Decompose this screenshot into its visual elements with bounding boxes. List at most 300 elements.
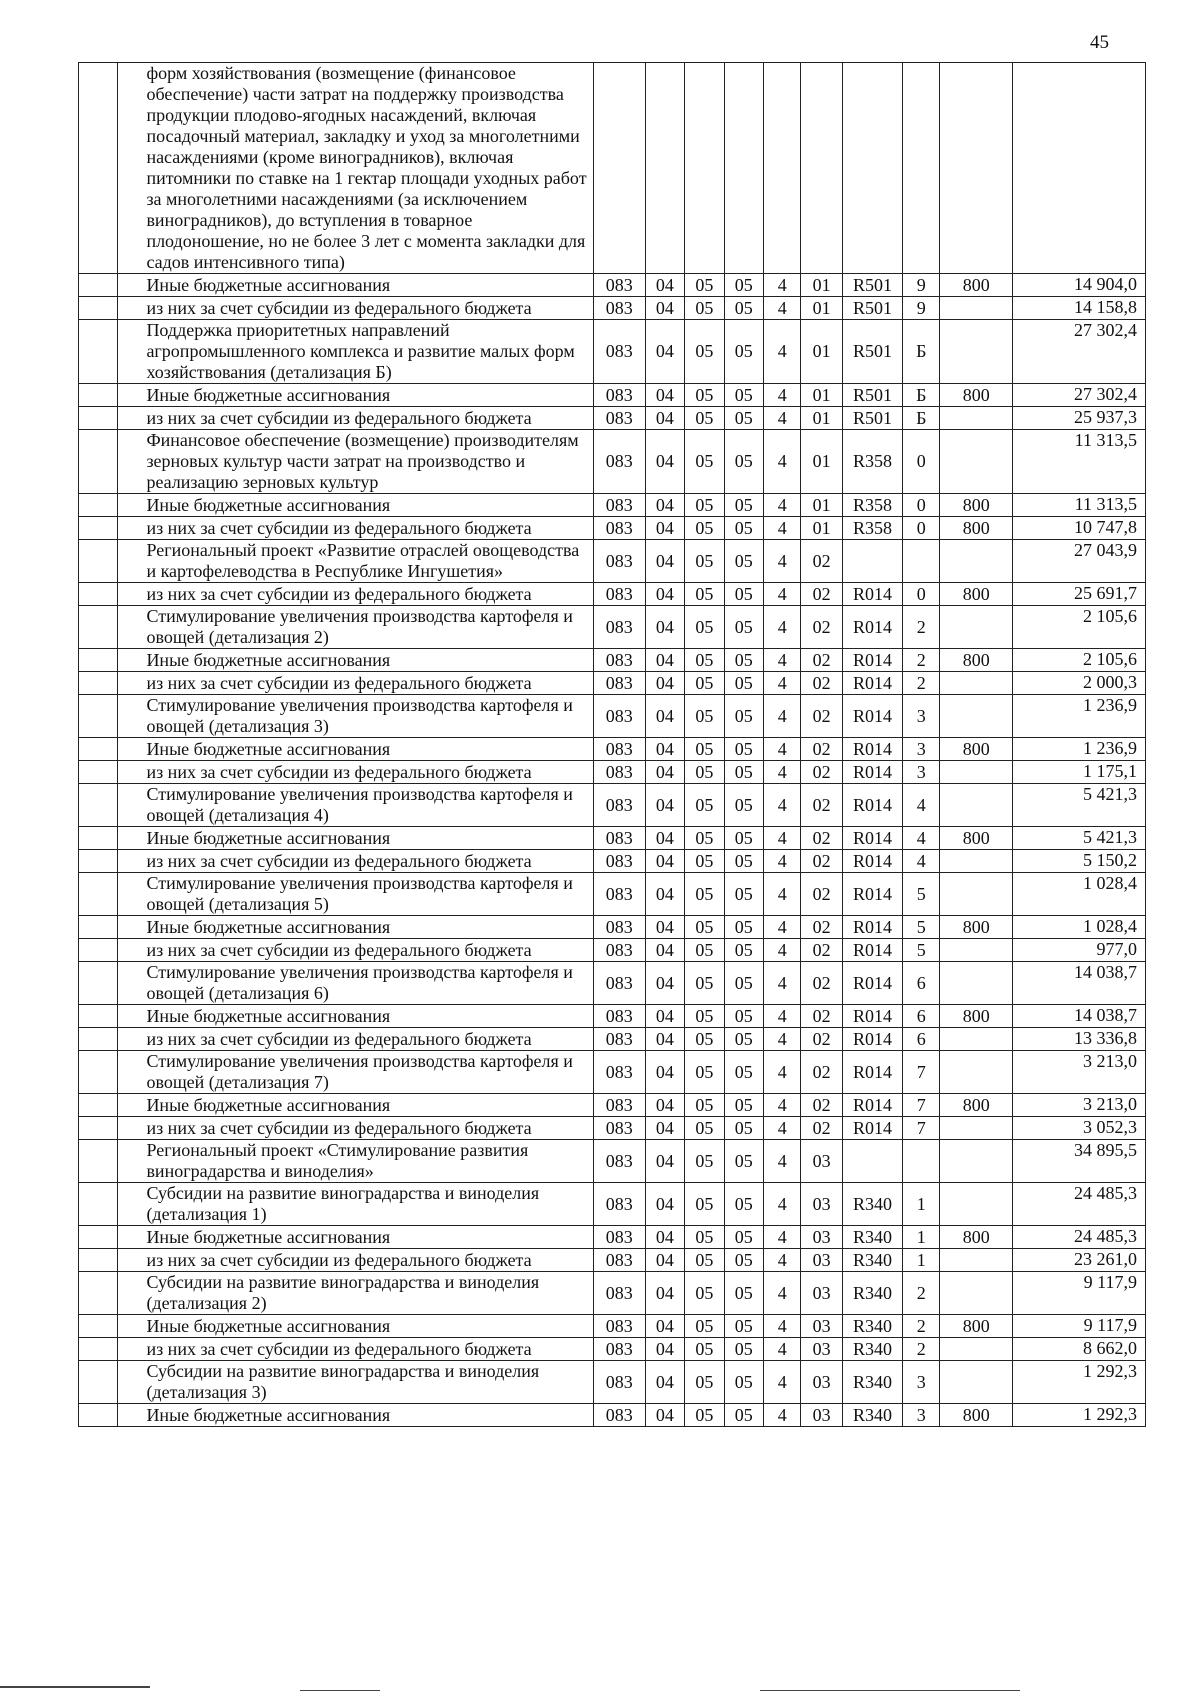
table-row <box>79 407 1146 430</box>
row-marker-cell <box>79 1094 118 1117</box>
code-cell-6: 01 <box>801 297 843 320</box>
code-cell-6: 01 <box>801 384 843 407</box>
item-name: Субсидии на развитие виноградарства и виноделия (детализация 3) <box>118 1361 593 1404</box>
code-cell-9: 800 <box>940 583 1013 606</box>
table-row <box>79 873 1146 916</box>
code-cell-6: 03 <box>801 1361 843 1404</box>
code-cell-3: 05 <box>685 1028 724 1051</box>
code-cell-2: 04 <box>645 1140 684 1183</box>
amount-cell: 24 485,3 <box>1013 1226 1146 1249</box>
code-cell-4: 05 <box>724 1140 763 1183</box>
code-cell-4: 05 <box>724 695 763 738</box>
item-name: Поддержка приоритетных направлений агропромышленного комплекса и развитие малых форм хозяйствования (детализация Б) <box>118 320 593 384</box>
code-cell-4: 05 <box>724 517 763 540</box>
code-cell-3: 05 <box>685 695 724 738</box>
code-cell-9 <box>940 1338 1013 1361</box>
item-name: Иные бюджетные ассигнования <box>118 1094 593 1117</box>
code-cell-2: 04 <box>645 297 684 320</box>
code-cell-8: 2 <box>903 649 940 672</box>
table-row <box>79 649 1146 672</box>
code-cell-6: 02 <box>801 784 843 827</box>
code-cell-1: 083 <box>593 1051 645 1094</box>
code-cell-5: 4 <box>764 695 801 738</box>
code-cell-4: 05 <box>724 1272 763 1315</box>
code-cell-6: 02 <box>801 1005 843 1028</box>
amount-cell: 5 421,3 <box>1013 784 1146 827</box>
code-cell-3: 05 <box>685 1051 724 1094</box>
code-cell-4: 05 <box>724 761 763 784</box>
row-marker-cell <box>79 1005 118 1028</box>
amount-cell: 5 150,2 <box>1013 850 1146 873</box>
code-cell-8: 4 <box>903 827 940 850</box>
item-name: из них за счет субсидии из федерального бюджета <box>118 1249 593 1272</box>
code-cell-1: 083 <box>593 1183 645 1226</box>
amount-cell: 1 175,1 <box>1013 761 1146 784</box>
code-cell-4: 05 <box>724 784 763 827</box>
code-cell-1: 083 <box>593 1094 645 1117</box>
code-cell-8: 1 <box>903 1226 940 1249</box>
code-cell-4: 05 <box>724 297 763 320</box>
code-cell-1: 083 <box>593 1117 645 1140</box>
row-marker-cell <box>79 1272 118 1315</box>
row-marker-cell <box>79 873 118 916</box>
amount-cell: 1 292,3 <box>1013 1404 1146 1427</box>
row-marker-cell <box>79 850 118 873</box>
code-cell-2: 04 <box>645 1094 684 1117</box>
amount-cell: 14 038,7 <box>1013 962 1146 1005</box>
table-body <box>79 63 1146 1427</box>
table-row <box>79 1094 1146 1117</box>
code-cell-1: 083 <box>593 540 645 583</box>
code-cell-4: 05 <box>724 540 763 583</box>
code-cell-5: 4 <box>764 827 801 850</box>
code-cell-2: 04 <box>645 827 684 850</box>
code-cell-2: 04 <box>645 430 684 494</box>
code-cell-8: 0 <box>903 430 940 494</box>
code-cell-4: 05 <box>724 1028 763 1051</box>
code-cell-3: 05 <box>685 1404 724 1427</box>
code-cell-1: 083 <box>593 873 645 916</box>
code-cell-5: 4 <box>764 1051 801 1094</box>
code-cell-3: 05 <box>685 873 724 916</box>
code-cell-8: 3 <box>903 761 940 784</box>
code-cell-4: 05 <box>724 320 763 384</box>
code-cell-4: 05 <box>724 1226 763 1249</box>
item-name: форм хозяйствования (возмещение (финансовое обеспечение) части затрат на поддержку производства продукции плодово-ягодных насаждений, включая посадочный материал, закладку и уход за многолетними насаждениями (кроме виноградников), включая питомники по ставке на 1 гектар площади уходных работ за многолетними насаждениями (за исключением виноградников), до вступления в товарное плодоношение, но не более 3 лет с момента закладки для садов интенсивного типа) <box>118 63 593 274</box>
code-cell-3: 05 <box>685 540 724 583</box>
amount-cell: 1 028,4 <box>1013 916 1146 939</box>
code-cell-6: 01 <box>801 430 843 494</box>
table-row <box>79 494 1146 517</box>
code-cell-2: 04 <box>645 494 684 517</box>
code-cell-8: 1 <box>903 1249 940 1272</box>
code-cell-8: 9 <box>903 297 940 320</box>
code-cell-9 <box>940 1140 1013 1183</box>
code-cell-2: 04 <box>645 1361 684 1404</box>
table-row <box>79 827 1146 850</box>
table-row <box>79 297 1146 320</box>
code-cell-1: 083 <box>593 1315 645 1338</box>
code-cell-9 <box>940 1051 1013 1094</box>
code-cell-1: 083 <box>593 761 645 784</box>
table-row <box>79 761 1146 784</box>
code-cell-6: 03 <box>801 1272 843 1315</box>
code-cell-8 <box>903 63 940 274</box>
code-cell-8: 7 <box>903 1094 940 1117</box>
scan-artifact-line <box>300 1690 380 1691</box>
code-cell-7: R340 <box>842 1249 902 1272</box>
code-cell-2: 04 <box>645 407 684 430</box>
row-marker-cell <box>79 274 118 297</box>
code-cell-3: 05 <box>685 738 724 761</box>
code-cell-7: R014 <box>842 583 902 606</box>
code-cell-1: 083 <box>593 939 645 962</box>
amount-cell: 11 313,5 <box>1013 494 1146 517</box>
code-cell-5: 4 <box>764 517 801 540</box>
row-marker-cell <box>79 1338 118 1361</box>
code-cell-3 <box>685 63 724 274</box>
code-cell-5: 4 <box>764 1315 801 1338</box>
amount-cell: 1 236,9 <box>1013 695 1146 738</box>
code-cell-2: 04 <box>645 1226 684 1249</box>
row-marker-cell <box>79 1361 118 1404</box>
code-cell-7: R014 <box>842 850 902 873</box>
code-cell-7: R501 <box>842 384 902 407</box>
code-cell-5: 4 <box>764 540 801 583</box>
table-row <box>79 517 1146 540</box>
item-name: из них за счет субсидии из федерального бюджета <box>118 297 593 320</box>
item-name: Субсидии на развитие виноградарства и виноделия (детализация 2) <box>118 1272 593 1315</box>
code-cell-9 <box>940 540 1013 583</box>
code-cell-6: 01 <box>801 274 843 297</box>
code-cell-7: R014 <box>842 939 902 962</box>
code-cell-7 <box>842 63 902 274</box>
code-cell-8 <box>903 540 940 583</box>
code-cell-5: 4 <box>764 297 801 320</box>
code-cell-4: 05 <box>724 962 763 1005</box>
code-cell-2: 04 <box>645 1117 684 1140</box>
table-row <box>79 1028 1146 1051</box>
code-cell-7: R014 <box>842 1051 902 1094</box>
budget-table <box>78 62 1146 1427</box>
amount-cell: 34 895,5 <box>1013 1140 1146 1183</box>
code-cell-3: 05 <box>685 939 724 962</box>
code-cell-4 <box>724 63 763 274</box>
code-cell-2: 04 <box>645 761 684 784</box>
code-cell-9 <box>940 873 1013 916</box>
row-marker-cell <box>79 962 118 1005</box>
code-cell-9: 800 <box>940 1005 1013 1028</box>
code-cell-4: 05 <box>724 430 763 494</box>
code-cell-3: 05 <box>685 1361 724 1404</box>
code-cell-2: 04 <box>645 1051 684 1094</box>
code-cell-3: 05 <box>685 1183 724 1226</box>
code-cell-2: 04 <box>645 916 684 939</box>
code-cell-5: 4 <box>764 1226 801 1249</box>
code-cell-9: 800 <box>940 827 1013 850</box>
code-cell-3: 05 <box>685 1005 724 1028</box>
code-cell-7: R340 <box>842 1226 902 1249</box>
table-row <box>79 1051 1146 1094</box>
code-cell-2: 04 <box>645 1315 684 1338</box>
code-cell-6: 02 <box>801 1117 843 1140</box>
code-cell-6: 02 <box>801 695 843 738</box>
code-cell-7: R014 <box>842 761 902 784</box>
code-cell-6: 02 <box>801 672 843 695</box>
code-cell-1: 083 <box>593 649 645 672</box>
row-marker-cell <box>79 1404 118 1427</box>
code-cell-3: 05 <box>685 1315 724 1338</box>
row-marker-cell <box>79 827 118 850</box>
code-cell-6: 02 <box>801 1094 843 1117</box>
amount-cell: 8 662,0 <box>1013 1338 1146 1361</box>
item-name: из них за счет субсидии из федерального бюджета <box>118 407 593 430</box>
table-row <box>79 1117 1146 1140</box>
table-row <box>79 1338 1146 1361</box>
table-row <box>79 430 1146 494</box>
code-cell-7: R014 <box>842 649 902 672</box>
code-cell-2: 04 <box>645 384 684 407</box>
code-cell-8: 0 <box>903 494 940 517</box>
code-cell-9: 800 <box>940 1226 1013 1249</box>
row-marker-cell <box>79 1226 118 1249</box>
code-cell-9 <box>940 695 1013 738</box>
code-cell-4: 05 <box>724 916 763 939</box>
table-row <box>79 540 1146 583</box>
row-marker-cell <box>79 430 118 494</box>
code-cell-3: 05 <box>685 1338 724 1361</box>
item-name: Субсидии на развитие виноградарства и виноделия (детализация 1) <box>118 1183 593 1226</box>
table-row <box>79 695 1146 738</box>
code-cell-7: R014 <box>842 606 902 649</box>
code-cell-2: 04 <box>645 939 684 962</box>
code-cell-2: 04 <box>645 1183 684 1226</box>
code-cell-1: 083 <box>593 916 645 939</box>
code-cell-1: 083 <box>593 606 645 649</box>
code-cell-5: 4 <box>764 494 801 517</box>
code-cell-8: 0 <box>903 583 940 606</box>
scan-artifact-line <box>0 1686 150 1688</box>
code-cell-4: 05 <box>724 649 763 672</box>
table-row <box>79 1140 1146 1183</box>
row-marker-cell <box>79 1028 118 1051</box>
code-cell-9 <box>940 672 1013 695</box>
amount-cell: 2 105,6 <box>1013 606 1146 649</box>
code-cell-1: 083 <box>593 320 645 384</box>
code-cell-8: 3 <box>903 1404 940 1427</box>
code-cell-3: 05 <box>685 761 724 784</box>
code-cell-7 <box>842 540 902 583</box>
row-marker-cell <box>79 407 118 430</box>
code-cell-9: 800 <box>940 738 1013 761</box>
code-cell-3: 05 <box>685 827 724 850</box>
row-marker-cell <box>79 939 118 962</box>
code-cell-2: 04 <box>645 320 684 384</box>
code-cell-5: 4 <box>764 1249 801 1272</box>
code-cell-6: 02 <box>801 606 843 649</box>
code-cell-9 <box>940 606 1013 649</box>
code-cell-1: 083 <box>593 583 645 606</box>
code-cell-7: R358 <box>842 494 902 517</box>
amount-cell: 9 117,9 <box>1013 1315 1146 1338</box>
amount-cell: 3 052,3 <box>1013 1117 1146 1140</box>
code-cell-5 <box>764 63 801 274</box>
code-cell-5: 4 <box>764 761 801 784</box>
code-cell-6: 01 <box>801 407 843 430</box>
code-cell-8: 6 <box>903 1028 940 1051</box>
code-cell-3: 05 <box>685 916 724 939</box>
code-cell-7: R014 <box>842 738 902 761</box>
code-cell-7: R014 <box>842 873 902 916</box>
code-cell-5: 4 <box>764 1117 801 1140</box>
code-cell-1: 083 <box>593 1028 645 1051</box>
code-cell-4: 05 <box>724 1361 763 1404</box>
code-cell-9 <box>940 1249 1013 1272</box>
code-cell-9: 800 <box>940 649 1013 672</box>
code-cell-7: R014 <box>842 962 902 1005</box>
row-marker-cell <box>79 649 118 672</box>
code-cell-5: 4 <box>764 784 801 827</box>
code-cell-6: 02 <box>801 939 843 962</box>
code-cell-4: 05 <box>724 384 763 407</box>
code-cell-6: 01 <box>801 517 843 540</box>
code-cell-9 <box>940 761 1013 784</box>
code-cell-1: 083 <box>593 738 645 761</box>
amount-cell: 25 691,7 <box>1013 583 1146 606</box>
code-cell-4: 05 <box>724 850 763 873</box>
code-cell-3: 05 <box>685 517 724 540</box>
code-cell-5: 4 <box>764 649 801 672</box>
code-cell-1: 083 <box>593 1005 645 1028</box>
code-cell-9: 800 <box>940 384 1013 407</box>
code-cell-9 <box>940 297 1013 320</box>
code-cell-1: 083 <box>593 695 645 738</box>
code-cell-4: 05 <box>724 873 763 916</box>
code-cell-6: 02 <box>801 850 843 873</box>
code-cell-6: 02 <box>801 761 843 784</box>
code-cell-4: 05 <box>724 1338 763 1361</box>
row-marker-cell <box>79 583 118 606</box>
code-cell-7: R014 <box>842 1028 902 1051</box>
table-row <box>79 1226 1146 1249</box>
code-cell-2: 04 <box>645 1028 684 1051</box>
item-name: Иные бюджетные ассигнования <box>118 1315 593 1338</box>
code-cell-7: R358 <box>842 517 902 540</box>
code-cell-4: 05 <box>724 494 763 517</box>
row-marker-cell <box>79 1249 118 1272</box>
code-cell-7: R340 <box>842 1361 902 1404</box>
table-row <box>79 1005 1146 1028</box>
code-cell-5: 4 <box>764 606 801 649</box>
code-cell-9 <box>940 1117 1013 1140</box>
code-cell-9 <box>940 1183 1013 1226</box>
table-row <box>79 672 1146 695</box>
code-cell-3: 05 <box>685 672 724 695</box>
code-cell-8: 5 <box>903 916 940 939</box>
item-name: Иные бюджетные ассигнования <box>118 827 593 850</box>
code-cell-1: 083 <box>593 517 645 540</box>
code-cell-9 <box>940 320 1013 384</box>
code-cell-5: 4 <box>764 430 801 494</box>
row-marker-cell <box>79 695 118 738</box>
code-cell-2: 04 <box>645 583 684 606</box>
item-name: Стимулирование увеличения производства картофеля и овощей (детализация 3) <box>118 695 593 738</box>
code-cell-4: 05 <box>724 827 763 850</box>
code-cell-1: 083 <box>593 384 645 407</box>
amount-cell: 3 213,0 <box>1013 1094 1146 1117</box>
code-cell-6: 02 <box>801 916 843 939</box>
amount-cell: 2 105,6 <box>1013 649 1146 672</box>
code-cell-1: 083 <box>593 1226 645 1249</box>
row-marker-cell <box>79 1140 118 1183</box>
code-cell-8: 0 <box>903 517 940 540</box>
item-name: из них за счет субсидии из федерального бюджета <box>118 761 593 784</box>
table-row <box>79 63 1146 274</box>
code-cell-9: 800 <box>940 1404 1013 1427</box>
amount-cell: 27 302,4 <box>1013 384 1146 407</box>
code-cell-6: 02 <box>801 1051 843 1094</box>
code-cell-6: 02 <box>801 540 843 583</box>
code-cell-7: R014 <box>842 1117 902 1140</box>
code-cell-5: 4 <box>764 873 801 916</box>
code-cell-3: 05 <box>685 1249 724 1272</box>
code-cell-7: R501 <box>842 297 902 320</box>
amount-cell: 3 213,0 <box>1013 1051 1146 1094</box>
code-cell-2: 04 <box>645 1338 684 1361</box>
code-cell-9 <box>940 850 1013 873</box>
amount-cell: 23 261,0 <box>1013 1249 1146 1272</box>
table-row <box>79 916 1146 939</box>
row-marker-cell <box>79 297 118 320</box>
code-cell-7: R014 <box>842 916 902 939</box>
code-cell-6: 02 <box>801 1028 843 1051</box>
code-cell-3: 05 <box>685 962 724 1005</box>
table-row <box>79 1249 1146 1272</box>
item-name: Стимулирование увеличения производства картофеля и овощей (детализация 5) <box>118 873 593 916</box>
row-marker-cell <box>79 1315 118 1338</box>
amount-cell: 9 117,9 <box>1013 1272 1146 1315</box>
code-cell-5: 4 <box>764 320 801 384</box>
code-cell-1: 083 <box>593 430 645 494</box>
row-marker-cell <box>79 672 118 695</box>
code-cell-5: 4 <box>764 738 801 761</box>
code-cell-2: 04 <box>645 1005 684 1028</box>
code-cell-2: 04 <box>645 850 684 873</box>
amount-cell <box>1013 63 1146 274</box>
item-name: Иные бюджетные ассигнования <box>118 916 593 939</box>
code-cell-1: 083 <box>593 1338 645 1361</box>
code-cell-4: 05 <box>724 1005 763 1028</box>
code-cell-8: 5 <box>903 873 940 916</box>
table-row <box>79 1183 1146 1226</box>
code-cell-9: 800 <box>940 274 1013 297</box>
code-cell-5: 4 <box>764 1005 801 1028</box>
page-number: 45 <box>1090 32 1109 53</box>
code-cell-7: R014 <box>842 695 902 738</box>
table-row <box>79 1404 1146 1427</box>
code-cell-1: 083 <box>593 407 645 430</box>
code-cell-3: 05 <box>685 1094 724 1117</box>
code-cell-1: 083 <box>593 1404 645 1427</box>
item-name: из них за счет субсидии из федерального бюджета <box>118 1117 593 1140</box>
code-cell-6: 03 <box>801 1404 843 1427</box>
amount-cell: 1 292,3 <box>1013 1361 1146 1404</box>
code-cell-9: 800 <box>940 1094 1013 1117</box>
code-cell-8: 4 <box>903 784 940 827</box>
code-cell-9: 800 <box>940 916 1013 939</box>
code-cell-9 <box>940 962 1013 1005</box>
code-cell-4: 05 <box>724 738 763 761</box>
